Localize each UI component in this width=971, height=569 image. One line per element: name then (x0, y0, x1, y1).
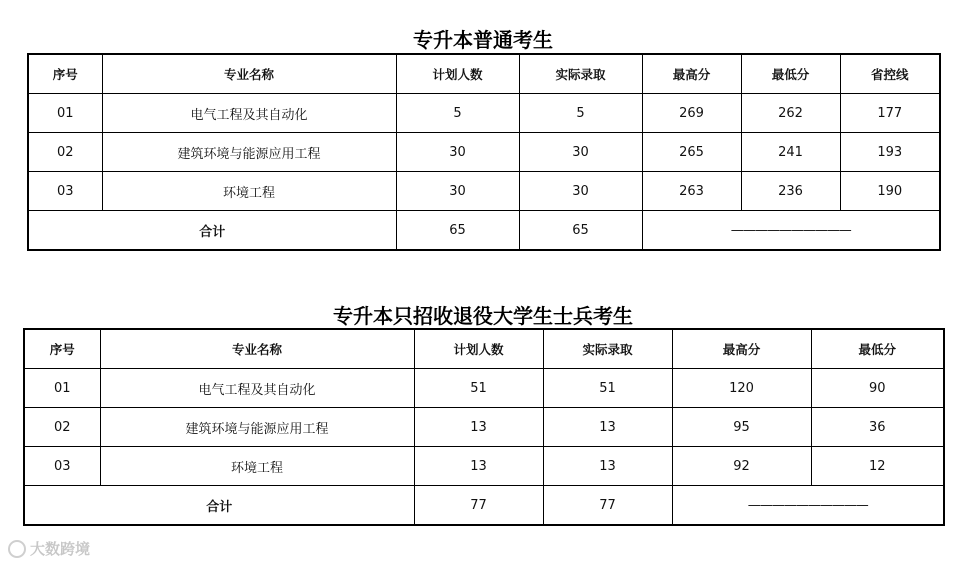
cell-index: 02 (28, 133, 102, 172)
table-row (24, 447, 944, 486)
cell-plan: 13 (414, 408, 543, 447)
cell-control-line: 177 (840, 94, 940, 133)
table-header-row (28, 54, 940, 94)
admission-table-veterans (23, 328, 945, 526)
cell-index: 01 (24, 369, 100, 408)
header-actual: 实际录取 (519, 54, 642, 94)
admission-table-general (27, 53, 941, 251)
header-actual: 实际录取 (543, 329, 672, 369)
header-index: 序号 (24, 329, 100, 369)
cell-min-score: 241 (741, 133, 840, 172)
watermark-text: 大数跨境 (30, 540, 91, 558)
table-row (28, 94, 940, 133)
cell-major: 环境工程 (102, 172, 396, 211)
cell-plan: 51 (414, 369, 543, 408)
cell-major: 电气工程及其自动化 (100, 369, 414, 408)
table-row (28, 172, 940, 211)
cell-max-score: 269 (642, 94, 741, 133)
cell-min-score: 90 (811, 369, 944, 408)
total-row (24, 486, 944, 526)
cell-actual: 51 (543, 369, 672, 408)
cell-major: 电气工程及其自动化 (102, 94, 396, 133)
cell-plan: 30 (396, 133, 519, 172)
header-plan: 计划人数 (414, 329, 543, 369)
total-plan: 65 (396, 211, 519, 251)
total-label: 合计 (24, 486, 414, 526)
watermark (8, 538, 90, 559)
header-plan: 计划人数 (396, 54, 519, 94)
cell-max-score: 120 (672, 369, 811, 408)
table2-title: 专升本只招收退役大学生士兵考生 (333, 304, 633, 328)
total-label: 合计 (28, 211, 396, 251)
cell-plan: 13 (414, 447, 543, 486)
cell-max-score: 263 (642, 172, 741, 211)
cell-control-line: 193 (840, 133, 940, 172)
cell-plan: 30 (396, 172, 519, 211)
header-index: 序号 (28, 54, 102, 94)
cell-min-score: 262 (741, 94, 840, 133)
cell-control-line: 190 (840, 172, 940, 211)
cell-index: 02 (24, 408, 100, 447)
cell-plan: 5 (396, 94, 519, 133)
cell-major: 建筑环境与能源应用工程 (102, 133, 396, 172)
total-plan: 77 (414, 486, 543, 526)
cell-index: 03 (28, 172, 102, 211)
cell-actual: 30 (519, 133, 642, 172)
cell-min-score: 36 (811, 408, 944, 447)
table-header-row (24, 329, 944, 369)
total-dash: —————————— (642, 211, 940, 251)
header-min-score: 最低分 (741, 54, 840, 94)
cell-index: 01 (28, 94, 102, 133)
cell-min-score: 12 (811, 447, 944, 486)
cell-actual: 13 (543, 447, 672, 486)
cell-index: 03 (24, 447, 100, 486)
cell-max-score: 92 (672, 447, 811, 486)
header-major: 专业名称 (102, 54, 396, 94)
total-actual: 65 (519, 211, 642, 251)
total-row (28, 211, 940, 251)
total-dash: —————————— (672, 486, 944, 526)
cell-min-score: 236 (741, 172, 840, 211)
header-min-score: 最低分 (811, 329, 944, 369)
total-actual: 77 (543, 486, 672, 526)
table1-title: 专升本普通考生 (413, 28, 553, 52)
cell-major: 环境工程 (100, 447, 414, 486)
watermark-logo-icon (8, 540, 26, 558)
header-max-score: 最高分 (672, 329, 811, 369)
cell-max-score: 95 (672, 408, 811, 447)
cell-max-score: 265 (642, 133, 741, 172)
table-row (24, 408, 944, 447)
cell-actual: 5 (519, 94, 642, 133)
cell-actual: 30 (519, 172, 642, 211)
header-control-line: 省控线 (840, 54, 940, 94)
table-row (24, 369, 944, 408)
header-max-score: 最高分 (642, 54, 741, 94)
table-row (28, 133, 940, 172)
cell-major: 建筑环境与能源应用工程 (100, 408, 414, 447)
cell-actual: 13 (543, 408, 672, 447)
header-major: 专业名称 (100, 329, 414, 369)
